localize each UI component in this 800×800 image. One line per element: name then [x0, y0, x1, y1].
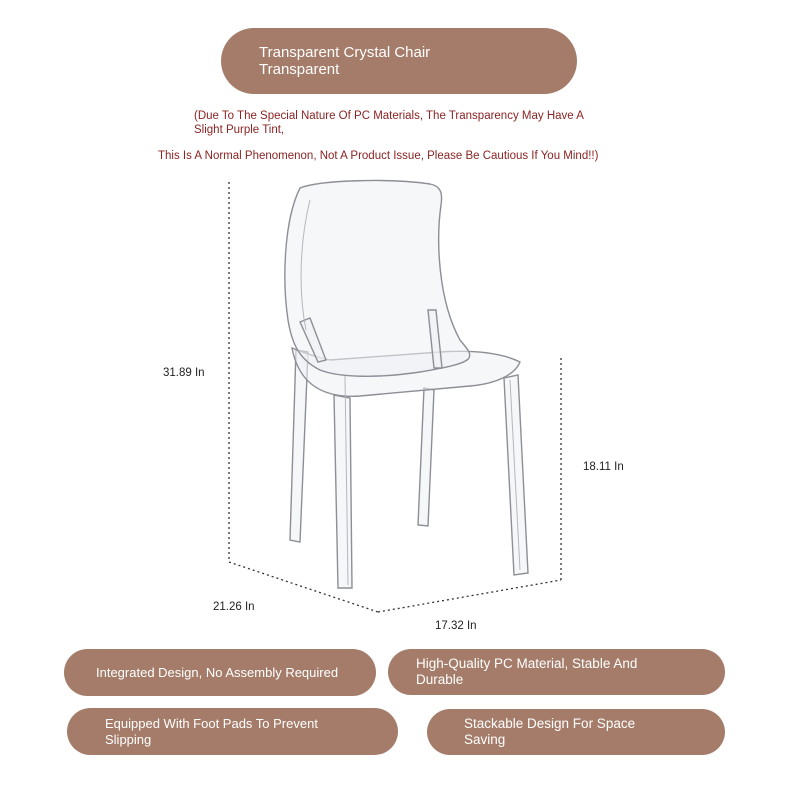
back-right-leg [418, 388, 434, 526]
notice-line-3: This Is A Normal Phenomenon, Not A Product Issue, Please Be Cautious If You Mind!!) [158, 150, 599, 162]
front-left-leg [334, 395, 352, 588]
title-line-2: Transparent [259, 61, 340, 78]
width-dimension-line [378, 580, 561, 612]
seat-height-label: 18.11 In [583, 461, 624, 473]
feature-badge-material [388, 649, 725, 695]
feature-text: Integrated Design, No Assembly Required [96, 664, 339, 680]
feature-text: Stackable Design For Space [464, 716, 636, 731]
width-label: 17.32 In [435, 620, 477, 632]
total-height-label: 31.89 In [163, 367, 205, 379]
depth-label: 21.26 In [213, 601, 255, 613]
title-line-1: Transparent Crystal Chair [259, 44, 431, 61]
feature-text: Saving [464, 732, 506, 747]
notice-line-1: (Due To The Special Nature Of PC Materials, The Transparency May Have A [194, 110, 584, 122]
feature-badge-stackable [427, 709, 725, 755]
feature-text: Slipping [105, 731, 152, 747]
feature-text: High-Quality PC Material, Stable And [416, 656, 638, 671]
feature-text: Durable [416, 672, 464, 687]
feature-badge-foot-pads [67, 708, 398, 755]
notice-line-2: Slight Purple Tint, [194, 124, 285, 136]
feature-text: Equipped With Foot Pads To Prevent [105, 715, 318, 731]
feature-badge-integrated-design [64, 649, 376, 696]
chair-shape [285, 181, 528, 588]
front-right-leg [504, 375, 528, 575]
